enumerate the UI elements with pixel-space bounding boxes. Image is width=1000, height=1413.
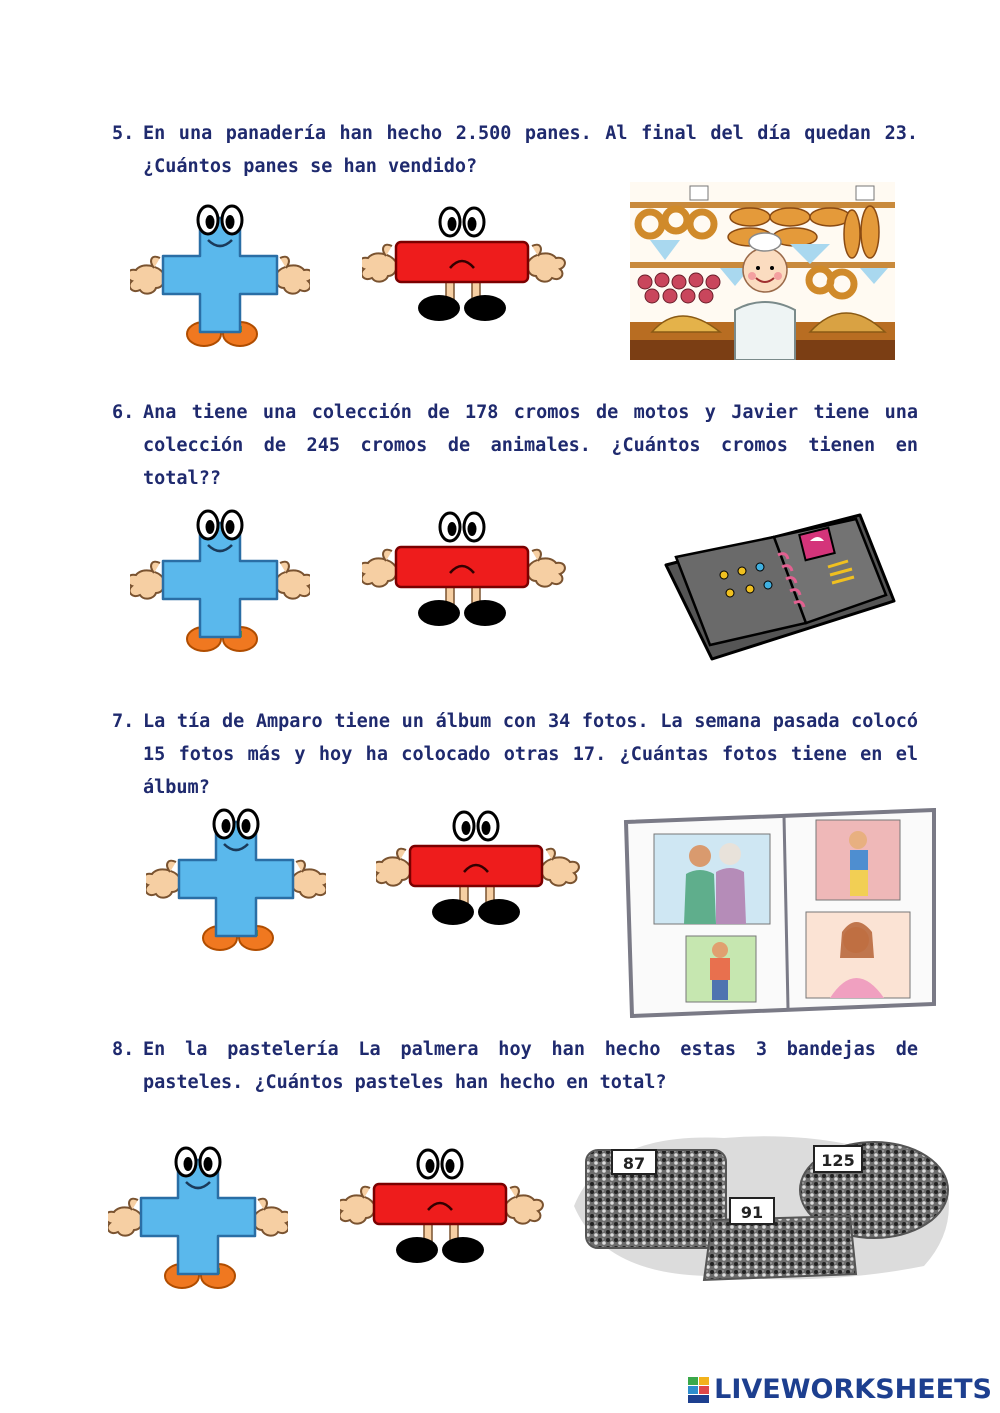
problem-text: La tía de Amparo tiene un álbum con 34 fotos. La semana pasada colocó 15 fotos más y hoy ha colocado otras 17. ¿Cuántas fotos tiene en el álbum? [143,711,918,798]
minus-character-8[interactable] [340,1142,550,1272]
tray-label-text: 125 [821,1151,855,1170]
problem-8 [112,1033,918,1099]
tray-label-text: 91 [740,1203,764,1222]
problem-5 [112,117,918,183]
plus-character-6[interactable] [130,505,310,660]
problem-6 [112,396,918,495]
problem-number: 8. [112,1039,135,1060]
liveworksheets-logo-icon [688,1377,710,1403]
plus-character-5[interactable] [130,200,310,355]
tray-label-125 [814,1146,862,1172]
problem-number: 6. [112,402,135,423]
problem-text: En la pastelería La palmera hoy han hecho estas 3 bandejas de pasteles. ¿Cuántos pasteles han hecho en total? [143,1039,918,1093]
problem-text: En una panadería han hecho 2.500 panes. Al final del día quedan 23. ¿Cuántos panes se han vendido? [143,123,918,177]
problem-7 [112,705,918,804]
tray-label-87 [612,1150,656,1174]
minus-character-7[interactable] [376,804,586,934]
problem-number: 5. [112,123,135,144]
problem-number: 7. [112,711,135,732]
plus-character-8[interactable] [108,1142,288,1297]
liveworksheets-footer[interactable] [688,1374,992,1405]
minus-character-6[interactable] [362,505,572,635]
tray-label-91 [730,1198,774,1224]
bakery-illustration [630,182,895,360]
tray-label-text: 87 [622,1154,646,1173]
liveworksheets-brand: LIVEWORKSHEETS [714,1374,992,1405]
sticker-album-illustration [660,505,900,663]
photo-album-illustration [622,808,938,1018]
pastry-trays-illustration [574,1126,960,1288]
minus-character-5[interactable] [362,200,572,330]
plus-character-7[interactable] [146,804,326,959]
problem-text: Ana tiene una colección de 178 cromos de motos y Javier tiene una colección de 245 cromos de animales. ¿Cuántos cromos tienen en total?? [143,402,918,489]
